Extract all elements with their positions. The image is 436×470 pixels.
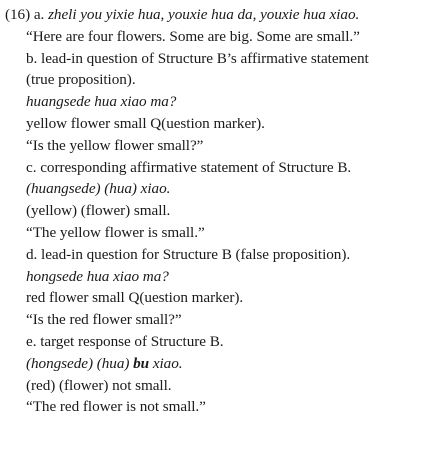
item-b-heading: lead-in question of Structure B’s affirmative statement xyxy=(41,49,369,67)
item-b-translation: “Is the yellow flower small?” xyxy=(26,136,204,154)
item-d-translation: “Is the red flower small?” xyxy=(26,311,182,329)
example-number: (16) xyxy=(5,6,31,23)
item-c-label: c. xyxy=(26,158,37,176)
item-b-heading-cont: (true proposition). xyxy=(26,71,136,89)
item-d-gloss: red flower small Q(uestion marker). xyxy=(26,289,244,307)
item-a-chinese: zheli you yixie hua, youxie hua da, youxie hua xiao. xyxy=(48,6,360,23)
item-c-gloss: (yellow) (flower) small. xyxy=(26,202,171,220)
item-b-label: b. xyxy=(26,49,38,67)
item-c-heading-line xyxy=(5,157,433,179)
item-d-heading-line xyxy=(5,244,433,266)
item-c-heading: corresponding affirmative statement of Structure B. xyxy=(40,158,352,176)
item-c-translation: “The yellow flower is small.” xyxy=(26,223,205,241)
item-e-heading-line xyxy=(5,331,433,353)
item-e-translation: “The red flower is not small.” xyxy=(26,398,206,416)
item-e-chinese-post: xiao. xyxy=(149,354,183,372)
item-e-heading: target response of Structure B. xyxy=(40,332,224,350)
item-d-label: d. xyxy=(26,245,38,263)
item-e-chinese-pre: (hongsede) (hua) xyxy=(26,354,134,372)
item-a-gloss: “Here are four flowers. Some are big. Some are small.” xyxy=(26,27,360,45)
item-d-heading: lead-in question for Structure B (false proposition). xyxy=(41,245,351,263)
item-c-chinese: (huangsede) (hua) xiao. xyxy=(26,180,171,198)
item-b-gloss: yellow flower small Q(uestion marker). xyxy=(26,114,265,132)
item-e-label: e. xyxy=(26,332,37,350)
item-d-chinese: hongsede hua xiao ma? xyxy=(26,267,169,285)
item-a-line xyxy=(5,4,433,26)
item-e-chinese xyxy=(5,353,433,375)
item-b-chinese: huangsede hua xiao ma? xyxy=(26,93,177,111)
linguistic-example-16 xyxy=(5,4,433,418)
item-e-gloss: (red) (flower) not small. xyxy=(26,376,172,394)
item-e-chinese-negation: bu xyxy=(133,354,150,372)
item-b-heading-line xyxy=(5,48,433,70)
item-a-label: a. xyxy=(33,6,45,23)
